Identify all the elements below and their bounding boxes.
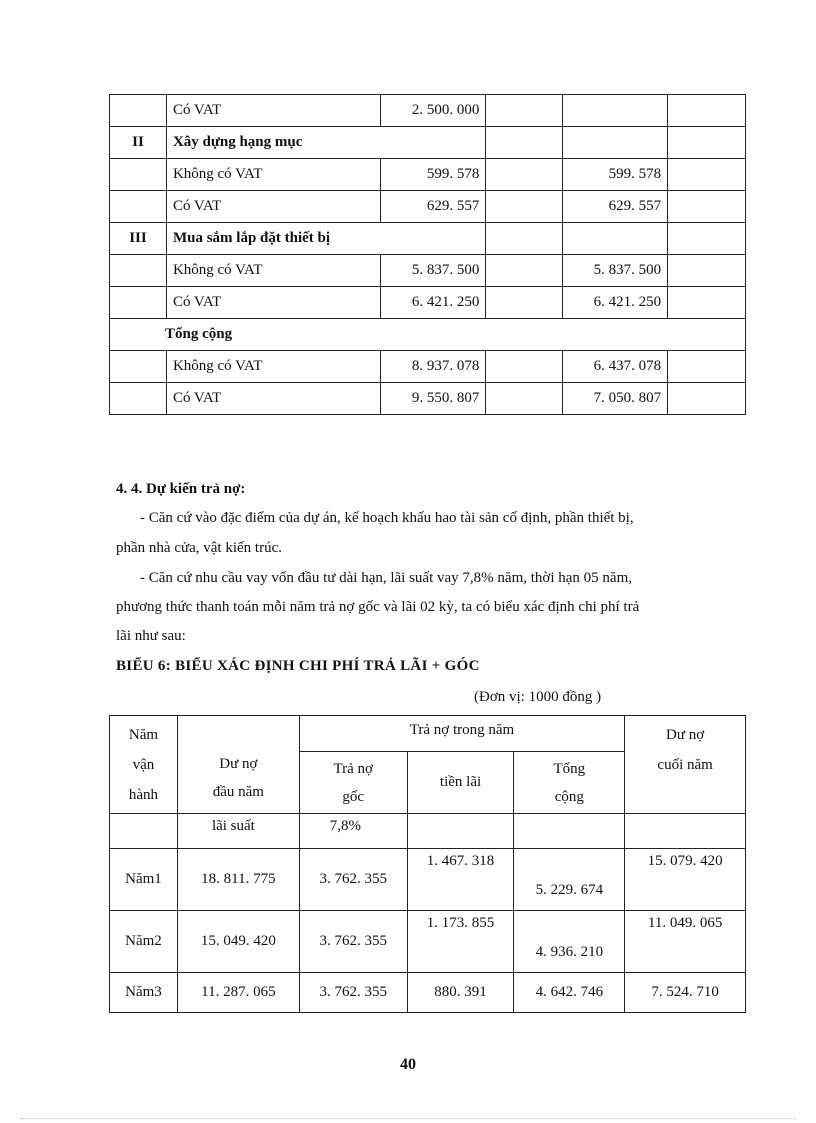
value-cell: [668, 223, 746, 255]
empty-cell: [514, 814, 625, 849]
opening-cell: 11. 287. 065: [177, 973, 299, 1013]
principal-cell: 3. 762. 355: [299, 849, 407, 911]
table-row: [110, 191, 746, 223]
page-number: 40: [400, 1056, 416, 1073]
row-number: [110, 287, 167, 319]
value-cell: 5. 837. 500: [380, 255, 486, 287]
value-cell: [668, 287, 746, 319]
value-cell: [486, 95, 563, 127]
paragraph-line: - Căn cứ vào đặc điểm của dự án, kế hoạch khấu hao tài sản cố định, phần thiết bị,: [140, 510, 634, 526]
value-cell: [486, 351, 563, 383]
value-cell: 6. 421. 250: [380, 287, 486, 319]
section-heading: 4. 4. Dự kiến trả nợ:: [116, 481, 246, 497]
row-item: Không có VAT: [166, 255, 380, 287]
total-label: Tổng cộng: [110, 319, 746, 351]
value-cell: [668, 255, 746, 287]
row-number: III: [110, 223, 167, 255]
value-cell: 599. 578: [380, 159, 486, 191]
value-cell: [486, 159, 563, 191]
value-cell: 599. 578: [563, 159, 668, 191]
interest-cell: 1. 173. 855: [407, 911, 514, 973]
row-item: Không có VAT: [166, 159, 380, 191]
value-cell: [486, 127, 563, 159]
row-item: Có VAT: [166, 191, 380, 223]
year-cell: Năm2: [110, 911, 178, 973]
row-item: Có VAT: [166, 95, 380, 127]
header-text: gốc: [342, 788, 365, 805]
rate-label: lãi suất: [177, 814, 299, 849]
row-number: [110, 255, 167, 287]
value-cell: [668, 95, 746, 127]
header-text: hành: [128, 787, 159, 803]
paragraph-line: phương thức thanh toán mỗi năm trả nợ gốc và lãi 02 kỳ, ta có biểu xác định chi phí trả: [116, 599, 640, 615]
value-cell: 629. 557: [563, 191, 668, 223]
table-row: [110, 95, 746, 127]
header-pay-group: Trả nợ trong năm: [299, 716, 624, 752]
interest-cell: 880. 391: [407, 973, 514, 1013]
year-cell: Năm3: [110, 973, 178, 1013]
table-row: [110, 383, 746, 415]
header-text: cuối năm: [657, 757, 713, 773]
paragraph-line: - Căn cứ nhu cầu vay vốn đầu tư dài hạn, lãi suất vay 7,8% năm, thời hạn 05 năm,: [140, 570, 632, 586]
value-cell: 8. 937. 078: [380, 351, 486, 383]
table-row: [110, 973, 746, 1013]
row-item: Xây dựng hạng mục: [166, 127, 485, 159]
paragraph-line: lãi như sau:: [116, 628, 186, 644]
total-cell: 4. 936. 210: [514, 911, 625, 973]
value-cell: [668, 383, 746, 415]
value-cell: 2. 500. 000: [380, 95, 486, 127]
row-number: [110, 159, 167, 191]
value-cell: [563, 127, 668, 159]
value-cell: [563, 223, 668, 255]
header-principal: [299, 752, 407, 814]
total-header-row: [110, 319, 746, 351]
value-cell: [486, 223, 563, 255]
value-cell: [486, 287, 563, 319]
row-number: [110, 191, 167, 223]
row-item: Mua sắm lắp đặt thiết bị: [166, 223, 485, 255]
value-cell: [668, 159, 746, 191]
header-row: [110, 716, 746, 752]
value-cell: 6. 437. 078: [563, 351, 668, 383]
table-title: BIỂU 6: BIỂU XÁC ĐỊNH CHI PHÍ TRẢ LÃI + GÓC: [116, 658, 480, 674]
interest-cell: 1. 467. 318: [407, 849, 514, 911]
header-text: Tổng: [553, 760, 586, 777]
header-opening-balance: [177, 716, 299, 814]
closing-cell: 15. 079. 420: [625, 849, 746, 911]
total-cell: 5. 229. 674: [514, 849, 625, 911]
value-cell: 629. 557: [380, 191, 486, 223]
investment-table: [109, 94, 746, 415]
row-item: Có VAT: [166, 383, 380, 415]
closing-cell: 11. 049. 065: [625, 911, 746, 973]
value-cell: [668, 127, 746, 159]
repayment-table: [109, 715, 746, 1013]
table-row: [110, 849, 746, 911]
paragraph-line: phần nhà cửa, vật kiến trúc.: [116, 540, 282, 556]
value-cell: [668, 191, 746, 223]
value-cell: [668, 351, 746, 383]
row-item: Có VAT: [166, 287, 380, 319]
table-row: [110, 127, 746, 159]
header-text: đầu năm: [212, 783, 264, 800]
table-row: [110, 911, 746, 973]
row-item: Không có VAT: [166, 351, 380, 383]
table-row: [110, 223, 746, 255]
rate-row: [110, 814, 746, 849]
header-text: vận: [132, 757, 155, 773]
table-row: [110, 351, 746, 383]
closing-cell: 7. 524. 710: [625, 973, 746, 1013]
row-number: [110, 383, 167, 415]
value-cell: 6. 421. 250: [563, 287, 668, 319]
principal-cell: 3. 762. 355: [299, 973, 407, 1013]
header-text: Dư nợ: [666, 727, 705, 743]
table-row: [110, 287, 746, 319]
value-cell: [563, 95, 668, 127]
row-number: II: [110, 127, 167, 159]
header-text: Trả nợ: [333, 760, 373, 777]
empty-cell: [407, 814, 514, 849]
value-cell: 9. 550. 807: [380, 383, 486, 415]
opening-cell: 15. 049. 420: [177, 911, 299, 973]
table-row: [110, 255, 746, 287]
header-total: [514, 752, 625, 814]
value-cell: [486, 255, 563, 287]
principal-cell: 3. 762. 355: [299, 911, 407, 973]
rate-value: 7,8%: [299, 814, 407, 849]
value-cell: 5. 837. 500: [563, 255, 668, 287]
unit-note: (Đơn vị: 1000 đồng ): [474, 689, 602, 705]
row-number: [110, 95, 167, 127]
header-text: Dư nợ: [219, 755, 258, 772]
table-row: [110, 159, 746, 191]
empty-cell: [110, 814, 178, 849]
header-text: cộng: [554, 788, 584, 805]
empty-cell: [625, 814, 746, 849]
header-text: Năm: [128, 727, 159, 743]
year-cell: Năm1: [110, 849, 178, 911]
value-cell: [486, 191, 563, 223]
value-cell: 7. 050. 807: [563, 383, 668, 415]
header-year: [110, 716, 178, 814]
header-closing-balance: [625, 716, 746, 814]
total-cell: 4. 642. 746: [514, 973, 625, 1013]
header-interest: tiền lãi: [407, 752, 514, 814]
opening-cell: 18. 811. 775: [177, 849, 299, 911]
value-cell: [486, 383, 563, 415]
page-bottom-divider: [20, 1118, 796, 1119]
row-number: [110, 351, 167, 383]
